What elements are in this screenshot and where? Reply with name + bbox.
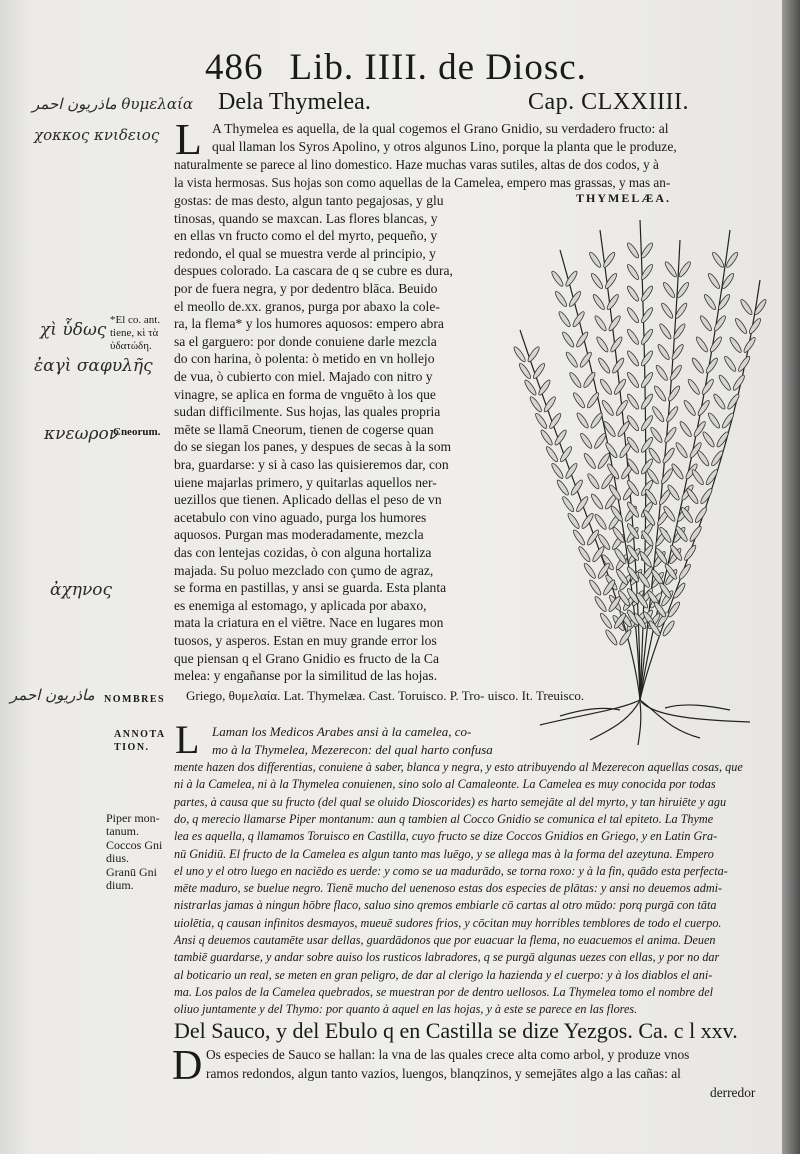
leaf [748, 317, 763, 335]
text-line: melea: y engañanse por la similitud de las hojas. [174, 668, 438, 684]
leaf [723, 355, 738, 373]
text-line: despues colorado. La cascara de q se cubre es dura, [174, 263, 453, 279]
leaf [583, 562, 598, 580]
text-line: do se siegan los panes, y despues de secas à la som [174, 439, 452, 455]
leaf [707, 412, 722, 430]
text-line: en ellas vn fructo como el del myrto, pequeño, y [174, 228, 438, 244]
leaf [529, 395, 544, 413]
text-line: lea es aquella, q llamamos Toruisco en Castilla, cuyo fructo se dize Coccos Gnidios en Griego, y en Latin Gra- [174, 829, 718, 844]
leaf [561, 331, 576, 349]
drop-cap: L [175, 115, 202, 164]
leaf [651, 405, 666, 423]
leaf [512, 345, 527, 363]
leaf [597, 357, 612, 375]
leaf [626, 350, 641, 368]
leaf [545, 445, 560, 463]
leaf [701, 431, 716, 449]
page-edge [782, 0, 800, 1154]
leaf [590, 272, 605, 290]
leaf [682, 399, 697, 417]
leaf [664, 260, 679, 278]
leaf [571, 310, 586, 328]
leaf [640, 350, 655, 368]
text-line: aquosos. Purgan mas moderadamente, mezcla [174, 527, 424, 543]
names-line: Griego, θυμελαία. Lat. Thymelæa. Cast. Toruisco. P. Tro- uisco. It. Treuisco. [186, 688, 585, 703]
leaf [718, 374, 733, 392]
leaf [661, 447, 676, 465]
leaf [672, 582, 687, 600]
text-line: qual llaman los Syros Apolino, y otros algunos Lino, porque la planta que le produze, [212, 139, 677, 154]
text-line: do, q merecio llamarse Piper montanum: aun q tambien al Cocco Gnidio se comunica el tal epiteto. La Thyme [174, 811, 714, 826]
leaf [710, 449, 725, 467]
text-line: uiene majarlas primero, y quitarlas aquellos ner- [174, 474, 437, 490]
leaf [543, 395, 558, 413]
leaf [586, 529, 601, 547]
leaf [593, 314, 608, 332]
book-title: Lib. IIII. de Diosc. [289, 47, 587, 88]
leaf [557, 310, 572, 328]
leaf [640, 306, 655, 324]
leaf [663, 426, 678, 444]
text-line: la vista hermosas. Sus hojas son como aquellas de la Camelea, empero mas grassas, y mas an- [174, 175, 671, 190]
text-line: A Thymelea es aquella, de la qual cogemos el Grano Gnidio, su verdadero fructo: al [212, 121, 669, 136]
leaf [713, 314, 728, 332]
text-line: el meollo de.xx. granos, purga por abaxo la cole- [174, 298, 440, 314]
leaf [660, 467, 675, 485]
leaf [691, 357, 706, 375]
leaf [728, 336, 743, 354]
text-line: que piensan q el Grano Gnidio es fructo de la Ca [174, 650, 439, 666]
text-line: tuosos, y asperos. Estan en muy grande error los [174, 633, 437, 648]
text-line: acetabulo con vino aguado, purga los humores [174, 509, 427, 525]
text-line: mente hazen dos differentias, conuiene à saber, blanca y negra, y esto atribuyendo al Mezerecon aquellas cosas, que [174, 760, 743, 774]
leaf [691, 468, 706, 486]
margin-note: *El co. ant. tiene, κὶ τὰ ὐδατώδη. [110, 314, 161, 352]
leaf [688, 525, 703, 543]
text-line: redondo, el qual se muestra verde al principio, y [174, 245, 436, 261]
leaf [712, 393, 727, 411]
leaf [665, 405, 680, 423]
next-chapter-title: Del Sauco, y del Ebulo q en Castilla se dize Yezgos. Ca. c l xxv. [174, 1018, 738, 1043]
leaf [696, 449, 711, 467]
text-line: majada. Su poluo mezclado con çumo de agraz, [174, 562, 434, 578]
text-line: sudan difficilmente. Sus hojas, las quales propria [174, 404, 441, 420]
text-line: tinosas, quando se maxcan. Las flores blancas, y [174, 210, 438, 226]
chapter-title: Dela Thymelea. [218, 89, 371, 115]
leaf [583, 452, 598, 470]
page-number: 486 [205, 47, 264, 88]
margin-note: Coccos Gni dius. [106, 838, 163, 865]
drop-cap: D [172, 1043, 203, 1089]
leaf [626, 328, 641, 346]
text-line: ramos redondos, algun tanto vazios, luengos, blanqzinos, y semejātes algo a las cañas: al [206, 1066, 681, 1081]
leaf [590, 493, 605, 511]
margin-note: Granū Gni dium. [106, 865, 157, 892]
text-line: mēte se llamā Cneorum, tienen de cogerse quan [174, 421, 434, 437]
leaf [604, 629, 619, 647]
text-line: el uno y el otro luego en naciēdo es uerde: y como se ua madurādo, se torna roxo: y à la fin, quādo esta perfecta- [174, 863, 728, 878]
leaf [539, 429, 554, 447]
handwritten-note: ماذريون احمر θυμελαία [32, 95, 193, 113]
text-line: oliuo juntamente y del Thymo: por quanto à aquel en las hojas, y à este se parece en las flores. [174, 1002, 638, 1017]
leaf [699, 314, 714, 332]
text-line: bra, guardarse: y si à caso las quisieremos dar, con [174, 457, 449, 472]
leaf [523, 379, 538, 397]
text-line: ra, la flema* y los humores aquosos: empero abra [174, 316, 444, 332]
leaf [592, 293, 607, 311]
text-line: ma. Los palos de la Camelea quebrados, se muestran por de dentro uellosos. La Thymelea tomo el nombre del [174, 984, 714, 999]
text-line: Laman los Medicos Arabes ansi à la camelea, co- [212, 724, 472, 739]
text-line: nistrarlas jamas à ningun hōbre flaco, saluo sino qremos embiarle cō cartas al otro mūdo: porq purgā con tāta [174, 898, 717, 913]
text-line: sa el garguero: por donde conuiene darle mezcla [174, 333, 437, 349]
handwritten-note: ماذريون احمر [10, 686, 95, 704]
leaf [588, 251, 603, 269]
leaf [550, 462, 565, 480]
leaf [640, 328, 655, 346]
leaf [699, 487, 714, 505]
leaf [561, 495, 576, 513]
margin-note: Piper mon- tanum. [106, 811, 160, 838]
leaf [564, 462, 579, 480]
leaf [653, 385, 668, 403]
leaf [705, 468, 720, 486]
leaf [734, 317, 749, 335]
text-line: vinagre, se aplica en forma de vnguēto à los que [174, 386, 436, 402]
leaf [579, 432, 594, 450]
text-line: nū Gnidiū. El fructo de la Camelea es algun tanto mas luēgo, y se allega mas à la forma del azeytuna. Empero [174, 846, 714, 861]
leaf [707, 272, 722, 290]
thymelaea-woodcut [500, 210, 780, 750]
leaf [586, 472, 601, 490]
leaf [575, 495, 590, 513]
leaf [575, 412, 590, 430]
text-line: tambiē guardarse, y andar sobre auiso los rusticos labradores, q se purgā algunas uezes con ellas, y por no dar [174, 950, 720, 965]
text-line: de vua, ò cubierto con miel. Majado con nitro y [174, 369, 433, 384]
leaf [550, 270, 565, 288]
leaf [572, 529, 587, 547]
leaf [670, 343, 685, 361]
leaf [683, 544, 698, 562]
handwritten-note: κνεωρον [44, 424, 120, 444]
leaf [534, 412, 549, 430]
leaf [609, 336, 624, 354]
text-line: das con lentejas cozidas, ò con alguna hortaliza [174, 545, 432, 560]
leaf [599, 378, 614, 396]
leaf [593, 432, 608, 450]
leaf [593, 595, 608, 613]
leaf [717, 293, 732, 311]
handwritten-note: χὶ ὗδως [40, 320, 107, 340]
leaf [711, 251, 726, 269]
leaf [626, 306, 641, 324]
text-line: es enemiga al estomago, y aplicada por abaxo, [174, 597, 427, 613]
leaf [626, 263, 641, 281]
leaf [687, 378, 702, 396]
leaf [658, 323, 673, 341]
running-head [205, 46, 587, 89]
leaf [739, 298, 754, 316]
leaf [640, 285, 655, 303]
leaf [577, 545, 592, 563]
text-line: ni à la Camelea, ni à la Thymelea conuienen, sino solo al Camaleonte. La Camelea es muy conocida por todas [174, 777, 716, 792]
leaf [678, 260, 693, 278]
handwritten-note: ἐαγὶ σαφυλῆς [34, 356, 153, 376]
text-line: Ansi q deuemos cautamēte usar dellas, guardādonos que por euacuar la flema, no euacuemos el anima. Deuen [174, 933, 716, 947]
leaf [662, 281, 677, 299]
leaf [678, 420, 693, 438]
leaf [554, 290, 569, 308]
leaf [588, 579, 603, 597]
text-line: mo à la Thymelea, Mezerecon: del qual harto confusa [212, 742, 493, 757]
leaf [669, 364, 684, 382]
margin-note: Cneorum. [113, 426, 161, 438]
leaf [705, 357, 720, 375]
leaf [568, 371, 583, 389]
text-line: Os especies de Sauco se hallan: la vna de las quales crece alta como arbol, y produze vnos [206, 1047, 690, 1062]
text-line: partes, à causa que su fructo (del qual se oluido Dioscorides) es harto semejāte al del myrto, y tan hiruiēte y agu [174, 794, 727, 809]
leaf [695, 336, 710, 354]
handwritten-note: ἀχηνος [50, 580, 113, 600]
text-line: al boticario un real, se meten en gran peligro, de dar al clerigo la hazienda y el cuerpo: y à los diablos el ani- [174, 967, 713, 982]
leaf [667, 385, 682, 403]
leaf [640, 371, 655, 389]
leaf [703, 293, 718, 311]
leaf [589, 412, 604, 430]
leaf [580, 512, 595, 530]
leaf [640, 242, 655, 260]
plant-label: THYMELÆA. [576, 191, 672, 205]
text-line: uezillos que tienen. Aplicado dellas el peso de vn [174, 492, 442, 508]
handwritten-note: χοκκος κνιδειος [34, 126, 160, 144]
leaf [556, 479, 571, 497]
leaf [570, 479, 585, 497]
leaf [626, 242, 641, 260]
leaf [655, 364, 670, 382]
leaf [607, 314, 622, 332]
text-line: do con harina, ò polenta: ò metido en vn hollejo [174, 351, 435, 367]
leaf [565, 351, 580, 369]
text-line: derredor [710, 1085, 756, 1100]
leaf [582, 371, 597, 389]
leaf [626, 285, 641, 303]
text-line: mata la criatura en el viētre. Nace en lugares mon [174, 615, 444, 631]
leaf [626, 371, 641, 389]
leaf [566, 512, 581, 530]
leaf [599, 612, 614, 630]
chapter-number: Cap. CLXXIIII. [528, 89, 689, 115]
text-line: uiolētia, q causan infinitos desmayos, mueuē sudores frios, y cōcitan muy horribles temblores de todo el cuerpo. [174, 915, 722, 930]
leaf [674, 441, 689, 459]
leaf [518, 362, 533, 380]
leaf [701, 378, 716, 396]
leaf [593, 513, 608, 531]
leaf [709, 336, 724, 354]
leaf [656, 343, 671, 361]
margin-label-nombres: NOMBRES [104, 694, 166, 705]
drop-cap: L [175, 717, 200, 762]
text-line: se forma en pastillas, y ansi se guarda. Esta planta [174, 580, 447, 596]
margin-label-annotation: ANNOTA TION. [114, 729, 166, 753]
leaf [732, 374, 747, 392]
leaf [572, 391, 587, 409]
text-line: por de fuera negra, y por dedentro blāca. Beuido [174, 281, 438, 296]
text-line: mēte maduro, se buelue negro. Tienē mucho del uenenoso estas dos especies de plātas: y ansi no deuemos admi- [174, 881, 723, 896]
leaf [726, 393, 741, 411]
leaf [715, 431, 730, 449]
text-line: naturalmente se parece al lino domestico. Haze muchas varas sutiles, altas de dos codos, y à [174, 157, 659, 172]
leaf [606, 293, 621, 311]
leaf [660, 302, 675, 320]
text-line: gostas: de mas desto, algun tanto pegajosas, y glu [174, 193, 444, 208]
leaf [721, 412, 736, 430]
leaf [595, 336, 610, 354]
